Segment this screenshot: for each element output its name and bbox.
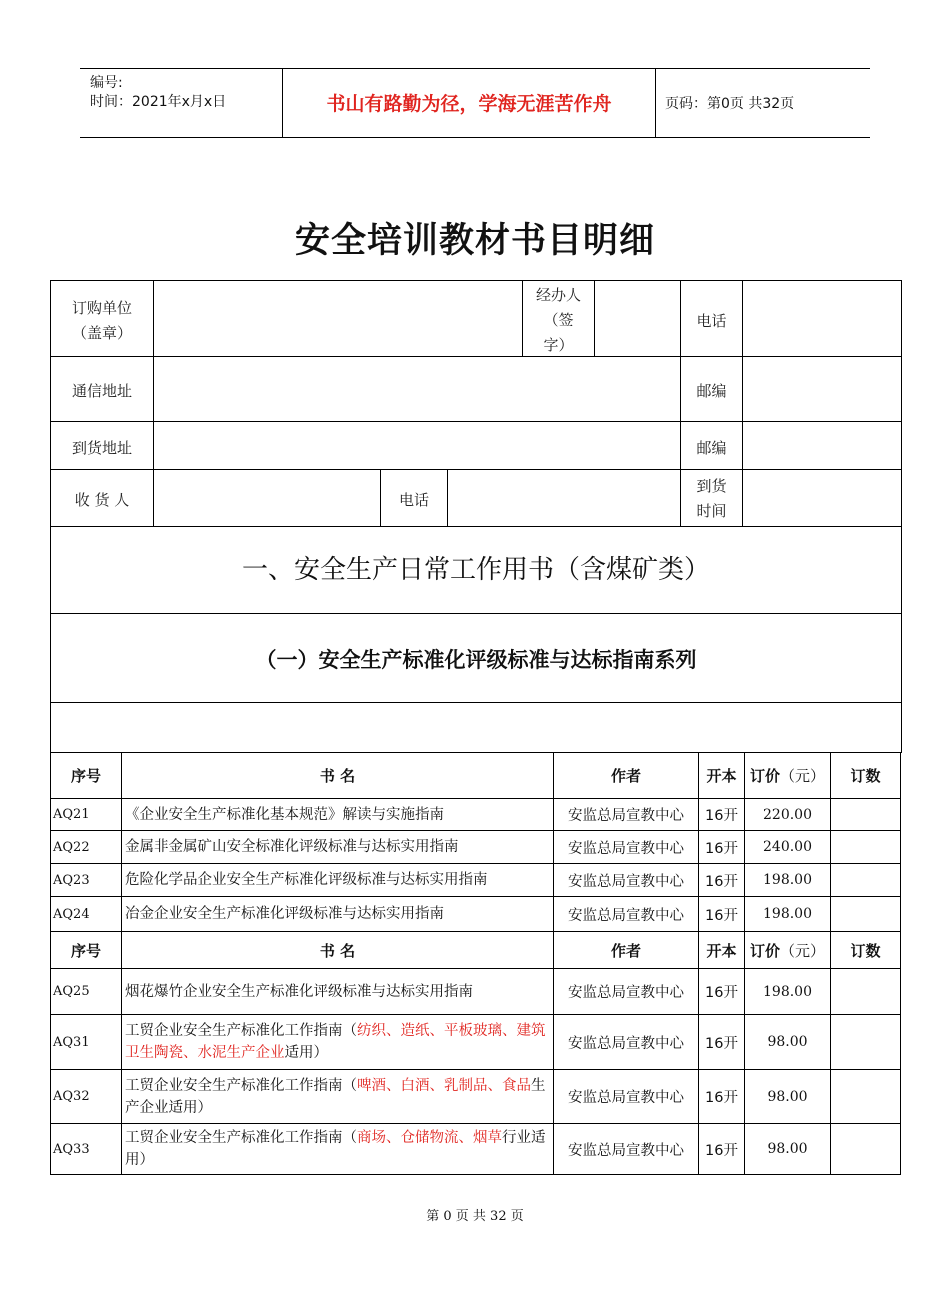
qty-cell[interactable] xyxy=(831,1015,901,1070)
handler-field[interactable] xyxy=(595,281,680,356)
zip-label: 邮编 xyxy=(696,382,727,400)
table-row: AQ32 工贸企业安全生产标准化工作指南（啤酒、白酒、乳制品、食品生产企业适用） 安监总局宣教中心 16开 98.00 xyxy=(51,1070,901,1124)
qty-cell[interactable] xyxy=(831,831,901,864)
col-author-header: 作者 xyxy=(554,753,699,799)
table-header-row: 序号 书 名 作者 开本 订价（元） 订数 xyxy=(51,932,901,969)
receiver-label: 收 货 人 xyxy=(74,491,130,509)
col-price-header: 订价（元） xyxy=(745,753,831,799)
handler-label: 经办人 xyxy=(535,286,581,304)
zip-label-2: 邮编 xyxy=(696,439,727,457)
handler-sign-label-2: 字） xyxy=(543,336,574,354)
col-no-header: 序号 xyxy=(51,753,122,799)
header-page-info: 页码：第0页 共32页 xyxy=(665,96,795,112)
header-meta xyxy=(80,69,282,137)
table-row: AQ23 危险化学品企业安全生产标准化评级标准与达标实用指南 安监总局宣教中心 16开 198.00 xyxy=(51,864,901,897)
section-main-heading: 一、安全生产日常工作用书（含煤矿类） xyxy=(50,525,902,614)
address-label: 通信地址 xyxy=(71,382,132,400)
qty-cell[interactable] xyxy=(831,799,901,831)
time-label: 时间：2021年x月x日 xyxy=(90,94,227,110)
zip-field-2[interactable] xyxy=(743,422,901,469)
table-header-row xyxy=(51,753,901,799)
delivery-address-field[interactable] xyxy=(154,422,680,469)
table-row: AQ22 金属非金属矿山安全标准化评级标准与达标实用指南 安监总局宣教中心 16开 240.00 xyxy=(51,831,901,864)
zip-field[interactable] xyxy=(743,357,901,421)
page-footer: 第 0 页 共 32 页 xyxy=(426,1209,524,1224)
table-row: AQ31 工贸企业安全生产标准化工作指南（纺织、造纸、平板玻璃、建筑卫生陶瓷、水泥生产企业适用） 安监总局宣教中心 16开 98.00 xyxy=(51,1015,901,1070)
arrival-label-2: 时间 xyxy=(696,502,727,520)
number-label: 编号: xyxy=(90,75,123,91)
qty-cell[interactable] xyxy=(831,864,901,897)
delivery-address-label: 到货地址 xyxy=(71,439,132,457)
page-title: 安全培训教材书目明细 xyxy=(294,221,655,261)
table-row: AQ24 冶金企业安全生产标准化评级标准与达标实用指南 安监总局宣教中心 16开 198.00 xyxy=(51,897,901,932)
handler-sign-label: （签 xyxy=(543,311,574,329)
phone-field[interactable] xyxy=(743,281,901,356)
buyer-field[interactable] xyxy=(154,281,522,356)
blank-row xyxy=(50,702,902,753)
col-name-header: 书 名 xyxy=(122,753,554,799)
order-form xyxy=(50,280,902,527)
table-row: AQ25 烟花爆竹企业安全生产标准化评级标准与达标实用指南 安监总局宣教中心 16开 198.00 xyxy=(51,969,901,1015)
phone-label: 电话 xyxy=(696,312,727,330)
phone-label-2: 电话 xyxy=(398,491,429,509)
phone-field-2[interactable] xyxy=(448,470,680,526)
qty-cell[interactable] xyxy=(831,897,901,932)
qty-cell[interactable] xyxy=(831,969,901,1015)
col-format-header: 开本 xyxy=(699,753,745,799)
section-sub-heading: （一）安全生产标准化评级标准与达标指南系列 xyxy=(50,613,902,703)
qty-cell[interactable] xyxy=(831,1070,901,1124)
address-field[interactable] xyxy=(154,357,680,421)
table-row: AQ33 工贸企业安全生产标准化工作指南（商场、仓储物流、烟草行业适用） 安监总局宣教中心 16开 98.00 xyxy=(51,1124,901,1175)
buyer-seal-label: （盖章） xyxy=(71,324,132,342)
col-qty-header: 订数 xyxy=(831,753,901,799)
arrival-field[interactable] xyxy=(743,470,901,526)
document-header xyxy=(80,68,870,138)
books-table xyxy=(50,752,901,1175)
buyer-label: 订购单位 xyxy=(71,299,132,317)
qty-cell[interactable] xyxy=(831,1124,901,1175)
header-motto: 书山有路勤为径，学海无涯苦作舟 xyxy=(282,69,656,137)
table-row: AQ21 《企业安全生产标准化基本规范》解读与实施指南 安监总局宣教中心 16开 220.00 xyxy=(51,799,901,831)
arrival-label: 到货 xyxy=(696,477,727,495)
receiver-field[interactable] xyxy=(154,470,380,526)
